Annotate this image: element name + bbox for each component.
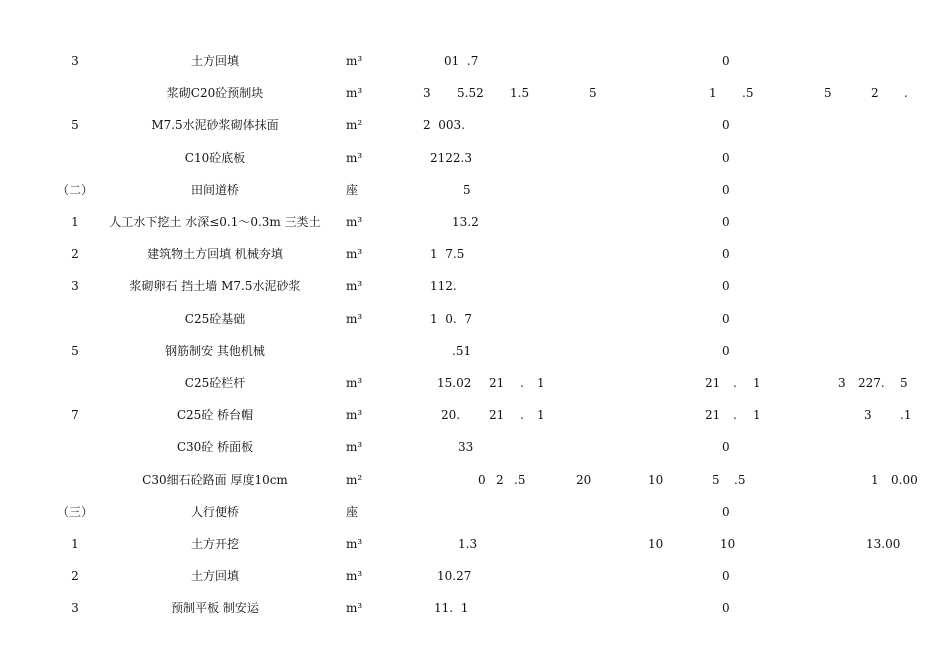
value-cell: 1 — [537, 376, 545, 390]
item-unit: m² — [346, 118, 363, 132]
value-cell: 21 — [705, 376, 721, 390]
value-cell: 0 — [722, 601, 730, 615]
table-row — [0, 277, 950, 295]
item-name: 土方回填 — [190, 569, 239, 583]
value-cell: 227. — [858, 376, 885, 390]
item-unit: m³ — [346, 279, 363, 293]
value-cell: 1 7.5 — [430, 247, 465, 261]
value-cell: 33 — [458, 440, 474, 454]
value-cell: 0 — [722, 505, 730, 519]
value-cell: 10 — [648, 473, 664, 487]
value-cell: 1 — [753, 408, 761, 422]
value-cell: 21 — [489, 376, 505, 390]
row-index: （二） — [56, 183, 93, 197]
item-name: C25砼 桥台帽 — [176, 408, 254, 422]
table-row — [0, 84, 950, 102]
value-cell: 0 — [722, 215, 730, 229]
value-cell: 5.52 — [457, 86, 484, 100]
value-cell: .5 — [734, 473, 746, 487]
value-cell: 0 — [722, 54, 730, 68]
item-name: 钢筋制安 其他机械 — [165, 344, 265, 358]
item-unit: m³ — [346, 54, 363, 68]
value-cell: 0 — [722, 279, 730, 293]
item-name: 人工水下挖土 水深≤0.1～0.3m 三类土 — [109, 215, 321, 229]
row-index: （三） — [56, 505, 93, 519]
row-index: 2 — [71, 247, 79, 261]
item-unit: m³ — [346, 440, 363, 454]
item-name: 土方开挖 — [190, 537, 239, 551]
value-cell: 0 — [722, 312, 730, 326]
item-unit: m³ — [346, 247, 363, 261]
item-name: 田间道桥 — [190, 183, 239, 197]
table-row — [0, 310, 950, 328]
value-cell: 5 — [900, 376, 908, 390]
table-row — [0, 149, 950, 167]
item-name: M7.5水泥砂浆砌体抹面 — [151, 118, 279, 132]
value-cell: 2122.3 — [430, 151, 472, 165]
item-unit: 座 — [346, 183, 359, 197]
value-cell: 0 — [722, 440, 730, 454]
value-cell: 10 — [720, 537, 736, 551]
item-unit: m² — [346, 473, 363, 487]
value-cell: 0 — [722, 183, 730, 197]
value-cell: 0.00 — [891, 473, 918, 487]
value-cell: .51 — [452, 344, 472, 358]
value-cell: 0 — [722, 247, 730, 261]
value-cell: . — [733, 376, 737, 390]
value-cell: . — [520, 408, 524, 422]
item-unit: 座 — [346, 505, 359, 519]
value-cell: .5 — [742, 86, 754, 100]
value-cell: 13.00 — [866, 537, 901, 551]
table-row — [0, 213, 950, 231]
value-cell: 0 — [722, 569, 730, 583]
item-unit: m³ — [346, 601, 363, 615]
value-cell: 10.27 — [437, 569, 472, 583]
value-cell: 0 — [478, 473, 486, 487]
value-cell: 2 — [496, 473, 504, 487]
item-name: 人行便桥 — [190, 505, 239, 519]
value-cell: 21 — [705, 408, 721, 422]
item-unit: m³ — [346, 312, 363, 326]
value-cell: 0 — [722, 151, 730, 165]
table-row — [0, 342, 950, 360]
item-unit: m³ — [346, 151, 363, 165]
value-cell: 11. 1 — [434, 601, 469, 615]
table-row — [0, 567, 950, 585]
value-cell: 21 — [489, 408, 505, 422]
item-unit: m³ — [346, 86, 363, 100]
value-cell: 1.3 — [458, 537, 478, 551]
item-unit: m³ — [346, 408, 363, 422]
value-cell: 2 — [871, 86, 879, 100]
value-cell: 01 .7 — [444, 54, 479, 68]
row-index: 7 — [71, 408, 79, 422]
table-row — [0, 599, 950, 617]
row-index: 5 — [71, 118, 79, 132]
table-row — [0, 406, 950, 424]
item-unit: m³ — [346, 376, 363, 390]
value-cell: 13.2 — [452, 215, 479, 229]
value-cell: 5 — [824, 86, 832, 100]
item-unit: m³ — [346, 537, 363, 551]
value-cell: . — [520, 376, 524, 390]
item-name: C10砼底板 — [184, 151, 246, 165]
table-row — [0, 245, 950, 263]
value-cell: 15.02 — [437, 376, 472, 390]
item-name: 浆砌C20砼预制块 — [166, 86, 264, 100]
table-row — [0, 535, 950, 553]
value-cell: 0 — [722, 344, 730, 358]
value-cell: 5 — [589, 86, 597, 100]
value-cell: 112. — [430, 279, 457, 293]
table-row — [0, 116, 950, 134]
value-cell: 1.5 — [510, 86, 530, 100]
value-cell: 2 003. — [423, 118, 465, 132]
table-row — [0, 181, 950, 199]
item-name: C30砼 桥面板 — [176, 440, 254, 454]
value-cell: . — [733, 408, 737, 422]
value-cell: 1 — [871, 473, 879, 487]
row-index: 1 — [71, 215, 79, 229]
table-row — [0, 52, 950, 70]
value-cell: 1 — [709, 86, 717, 100]
row-index: 3 — [71, 601, 79, 615]
row-index: 1 — [71, 537, 79, 551]
value-cell: 20 — [576, 473, 592, 487]
item-unit: m³ — [346, 569, 363, 583]
value-cell: 5 — [712, 473, 720, 487]
value-cell: . — [904, 86, 908, 100]
row-index: 3 — [71, 54, 79, 68]
table-row — [0, 503, 950, 521]
table-row — [0, 438, 950, 456]
value-cell: 1 0. 7 — [430, 312, 472, 326]
table-row — [0, 471, 950, 489]
row-index: 3 — [71, 279, 79, 293]
item-name: 浆砌卵石 挡土墙 M7.5水泥砂浆 — [129, 279, 301, 293]
row-index: 5 — [71, 344, 79, 358]
value-cell: 3 — [423, 86, 431, 100]
row-index: 2 — [71, 569, 79, 583]
value-cell: 20. — [441, 408, 461, 422]
item-name: 预制平板 制安运 — [171, 601, 259, 615]
item-name: C25砼基础 — [184, 312, 246, 326]
value-cell: .5 — [514, 473, 526, 487]
item-name: C25砼栏杆 — [184, 376, 246, 390]
value-cell: 1 — [537, 408, 545, 422]
value-cell: .1 — [900, 408, 912, 422]
item-name: 建筑物土方回填 机械夯填 — [147, 247, 283, 261]
value-cell: 3 — [838, 376, 846, 390]
value-cell: 1 — [753, 376, 761, 390]
value-cell: 10 — [648, 537, 664, 551]
table-row — [0, 374, 950, 392]
item-name: C30细石砼路面 厚度10cm — [142, 473, 288, 487]
item-name: 土方回填 — [190, 54, 239, 68]
value-cell: 0 — [722, 118, 730, 132]
value-cell: 3 — [864, 408, 872, 422]
item-unit: m³ — [346, 215, 363, 229]
value-cell: 5 — [463, 183, 471, 197]
